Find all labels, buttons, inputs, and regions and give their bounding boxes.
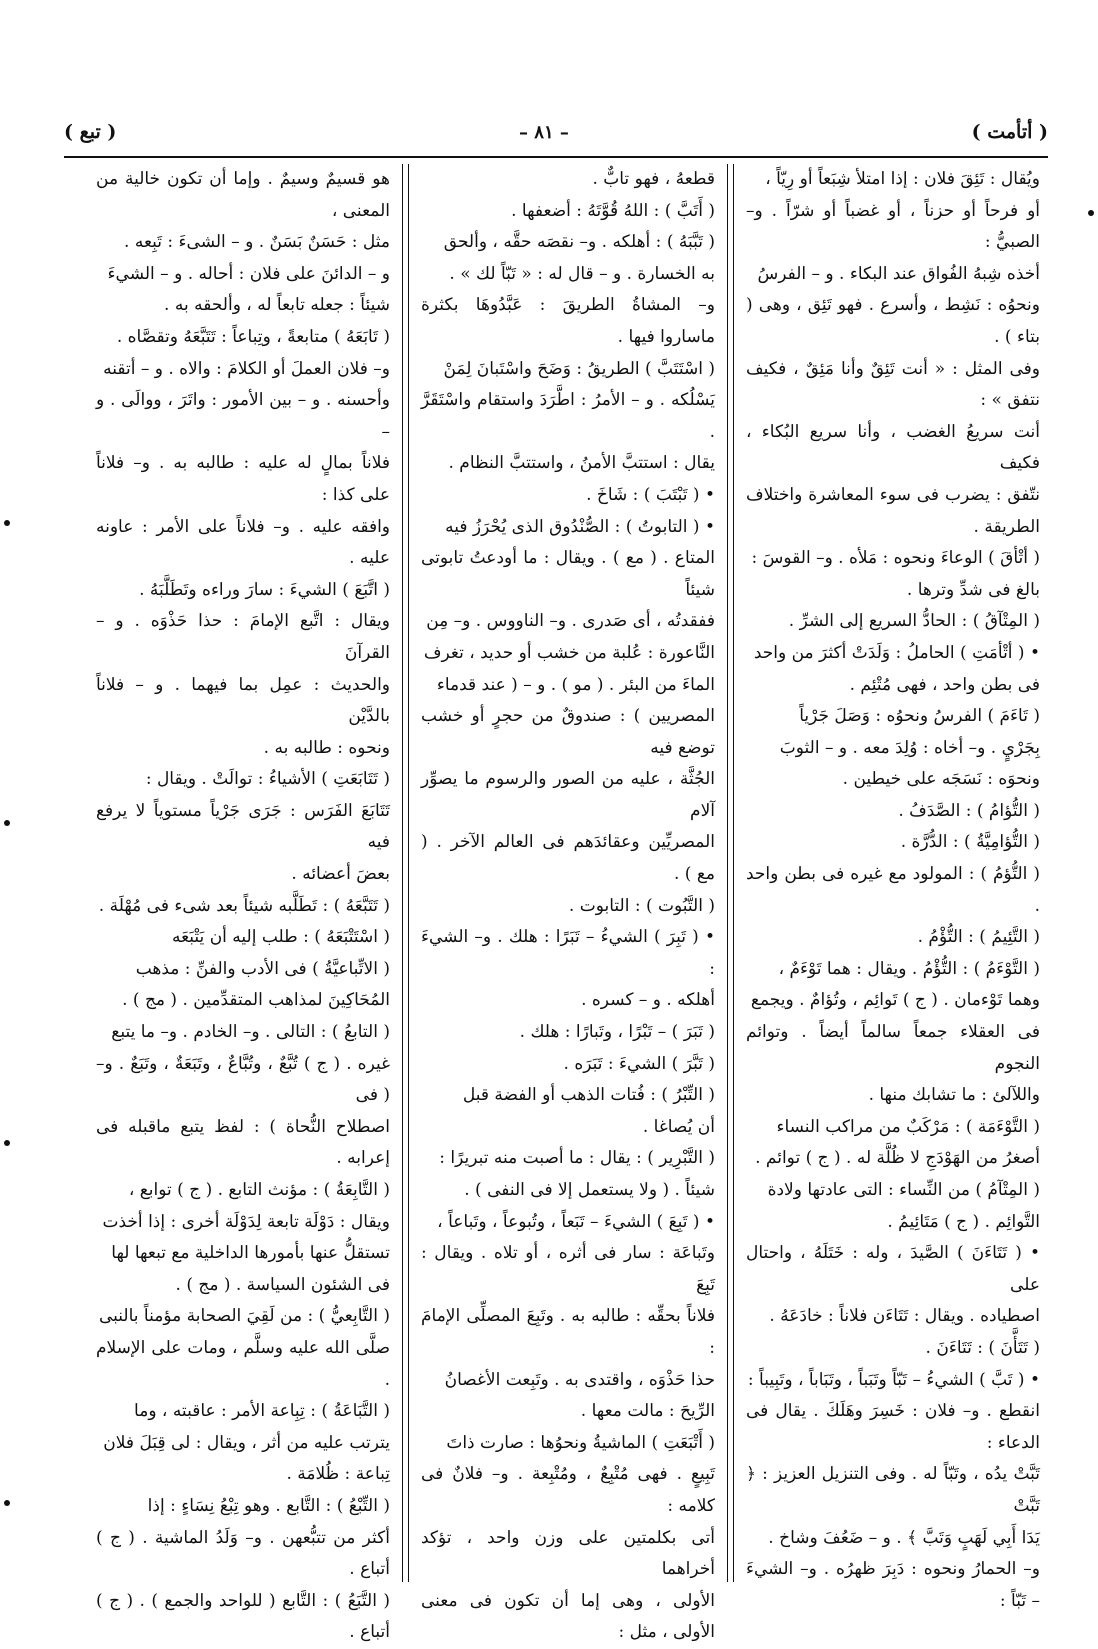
- scan-mark: [4, 520, 10, 526]
- text-line: أصغرُ من الهَوْدَجِ لا ظُلَّة له . ( ج ) توائم .: [755, 1148, 1040, 1169]
- text-line: المتاع . ( مع ) . ويقال : ما أودعتُ تابوتى شيئاً: [421, 548, 715, 600]
- text-line: مثل : حَسَنٌ بَسَنٌ . و – الشىءَ : تَبِعه .: [124, 232, 390, 253]
- text-line: ( التَّوْءَمُ ) : التُّؤْمُ . ويقال : هما تَوْءَمٌ ،: [778, 958, 1040, 979]
- text-line: ( التَّابِعَةُ ) : مؤنث التابع . ( ج ) توابع ،: [128, 1180, 390, 1200]
- text-line: ونحوه : طالبه به .: [263, 737, 390, 758]
- text-line: و– الحمارُ ونحوه : دَبِرَ ظهرُه . و– الشيءَ – تَبّاً :: [746, 1559, 1040, 1611]
- text-line: بالغ فى شدِّ وترها .: [906, 579, 1040, 600]
- text-line: فى الشئون السياسة . ( مج ) .: [175, 1274, 390, 1295]
- text-line: أخذه شِبهُ الفُواق عند البكاء . و – الفرسُ: [757, 263, 1040, 284]
- text-line: اصطلاح النُّحاة ) : لفظ يتبع ماقبله فى إعرابه .: [96, 1116, 390, 1169]
- text-line: ( التُّؤامِيَّةُ ) : الدُّرَّة .: [900, 832, 1040, 853]
- text-line: ( المِتْآمُ ) من النِّساء : التى عادتها ولادة: [767, 1180, 1040, 1200]
- text-line: ففقدتُه ، أى صَدرى . و– الناووس . و– مِن: [426, 611, 715, 632]
- text-line: ( التِّبْعُ ) : التَّابع . وهو تِبْعُ نِسَاءٍ : إذا: [147, 1495, 390, 1516]
- column-right: [738, 164, 1048, 1611]
- text-line: ( التَّوْءَمَة ) : مَرْكَبٌ من مراكب النساء: [776, 1116, 1040, 1137]
- text-line: ( التَّبَعُ ) : التَّابع ( للواحد والجمع ) . ( ج ) أتباع .: [96, 1590, 390, 1643]
- text-line: النَّاعورة : عُلبة من خشب أو حديد ، تغرف: [423, 642, 715, 663]
- column-middle: [413, 164, 723, 1643]
- text-line: شيئاً . ( ولا يستعمل إلا فى النفى ) .: [464, 1180, 715, 1200]
- text-line: وأحسنه . و – بين الأمور : واتَرَ ، ووالَى . و –: [96, 390, 390, 442]
- text-line: ( تَتَأَّنَ ) : تَتَاءَنَ .: [925, 1337, 1040, 1358]
- text-line: شيئاً : جعله تابعاً له ، وألحقه به .: [164, 295, 390, 316]
- text-line: يَدَا أَبِي لَهَبٍ وَتَبَّ ﴾ . و – ضَعُفَ وشاخ .: [768, 1527, 1040, 1548]
- text-line: فى العقلاء جمعاً سالماً أيضاً . وتوائم النجوم: [746, 1022, 1040, 1074]
- text-line: يَسْلُكه . و – الأمرُ : اطَّرَدَ واستقام واسْتَقَرَّ .: [421, 390, 715, 442]
- text-line: به الخسارة . و – قال له : « تَبّاً لك » .: [449, 263, 715, 284]
- text-line: ( التَّبْرِير ) : يقال : ما أصبت منه تبريرًا :: [439, 1148, 715, 1169]
- text-line: ( تَاءَمَ ) الفرسُ ونحوُه : وَصَلَ جَرْياً: [799, 706, 1040, 727]
- text-line: وتَباعَة : سار فى أثره ، أو تلاه . ويقال : تَبِعَ: [421, 1243, 715, 1295]
- text-line: ويُقال : تَئِقَ فلان : إذا امتلأ شِبَعاً أو رِيّاً ،: [765, 169, 1040, 189]
- text-line: وهما تَوْءمان . ( ج ) تَوائِم ، وتُؤامٌ . ويجمع: [750, 990, 1040, 1011]
- text-line: انقطع . و– فلان : خَسِرَ وهَلَكَ . يقال فى الدعاء :: [746, 1401, 1040, 1453]
- text-line: تَبَّتْ يدُه ، وتَبّاً له . وفى التنزيل العزيز : ﴿ تَبَّتْ: [746, 1464, 1040, 1516]
- text-line: الأولى ، وهى إما أن تكون فى معنى الأولى ، مثل :: [421, 1590, 715, 1643]
- text-line: غيره . ( ج ) تُبَّعٌ ، وتُبَّاعٌ ، وتَبَعَةٌ ، وتَبَعٌ . و– ( فى: [96, 1053, 390, 1106]
- column-left: [88, 164, 398, 1643]
- text-line: ( الاتِّباعيَّةُ ) فى الأدب والفنِّ : مذهب: [135, 958, 390, 979]
- text-line: الرِّيحَ : مالت معها .: [580, 1401, 715, 1422]
- text-line: تستقلُّ عنها بأمورها الداخلية مع تبعها لها: [111, 1243, 390, 1264]
- text-line: ( اتَّبَعَ ) الشيءَ : سارَ وراءه وتَطَلَّبَهُ .: [139, 579, 390, 600]
- text-line: المُحَاكِينَ لمذاهب المتقدِّمين . ( مج ) .: [122, 990, 390, 1011]
- scan-mark: [4, 1500, 10, 1506]
- text-line: و– فلان العملَ أو الكلامَ : والاه . و – أتقنه: [103, 358, 390, 379]
- header-rule: [64, 156, 1048, 158]
- text-line: واللآلئ : ما تشابك منها .: [868, 1085, 1040, 1106]
- text-line: أن يُصاغا .: [642, 1116, 715, 1137]
- text-line: تَتَابَعَ الفَرَس : جَرَى جَرْياً مستوياً لا يرفع فيه: [96, 800, 390, 853]
- text-line: الماءَ من البئر . ( مو ) . و – ( عند قدماء: [436, 674, 715, 695]
- text-line: • ( أتْأمَتِ ) الحاملُ : وَلَدَتْ أكثرَ من واحد: [753, 642, 1040, 663]
- text-line: هو قسيمٌ وسيمٌ . وإما أن تكون خالية من المعنى ،: [96, 169, 390, 221]
- text-line: أتى بكلمتين على وزن واحد ، تؤكد أخراهما: [421, 1527, 715, 1580]
- text-line: أنت سريعُ الغضب ، وأنا سريع البُكاء ، فكيف: [746, 421, 1040, 474]
- text-line: يقال : استتبَّ الأمنُ ، واستتبَّ النظام .: [448, 453, 715, 474]
- text-line: و – الدائنَ على فلان : أحاله . و – الشيءَ: [107, 263, 390, 284]
- text-line: • ( تَبِعَ ) الشيءَ – تَبَعاً ، وتُبوعاً ، وتَباعاً ،: [437, 1211, 715, 1232]
- text-line: بعضَ أعضائه .: [291, 864, 390, 885]
- text-line: صلَّى الله عليه وسلَّم ، ومات على الإسلام .: [96, 1337, 390, 1390]
- dictionary-page: [64, 112, 1048, 1643]
- header-left-title: ( تبع ): [64, 121, 117, 143]
- text-line: فلاناً بحقِّه : طالبه به . وتَبِعَ المصلِّى الإمامَ :: [421, 1306, 715, 1358]
- text-line: ونحوُه : نَشِط ، وأسرع . فهو تَئِق ، وهى ( بتاء ) .: [746, 295, 1040, 347]
- text-line: تَبِيعٍ . فهى مُتْبِعٌ ، ومُتْبِعة . و– فلانٌ فى كلامه :: [421, 1464, 715, 1516]
- column-separator: [727, 164, 734, 1582]
- text-line: التَّوائِم . ( ج ) مَتَائِيمُ .: [887, 1211, 1040, 1232]
- text-line: أكثر من تتبُّعهن . و– وَلَدُ الماشية . ( ج ) أتباع .: [96, 1527, 390, 1580]
- text-line: فلاناً بمالٍ له عليه : طالبه به . و– فلاناً على كذا :: [96, 453, 390, 505]
- text-line: الجُثَّة ، عليه من الصور والرسوم ما يصوِّر آلام: [421, 769, 715, 821]
- text-line: قطعهُ ، فهو تابٌّ .: [592, 169, 715, 189]
- column-separator: [402, 164, 409, 1582]
- text-line: ونحوَه : نَسَجَه على خيطين .: [842, 769, 1040, 790]
- scan-mark: [4, 1140, 10, 1146]
- text-line: ( اسْتَتْبَعَهُ ) : طلب إليه أن يَتْبَعَه: [171, 927, 390, 948]
- text-line: و– المشاةُ الطريقَ : عَبَّدُوهَا بكثرة ماساروا فيها .: [421, 295, 715, 347]
- text-line: ( اسْتَتَبَّ ) الطريقُ : وَضَحَ واسْتَبانَ لِمَنْ: [443, 358, 715, 379]
- text-line: حذا حَذْوَه ، واقتدى به . وتَبِعت الأغصانُ: [444, 1369, 715, 1390]
- text-line: وفى المثل : « أنت تَئِقٌ وأنا مَئِقٌ ، فكيف نتفق » :: [746, 358, 1040, 411]
- text-line: اصطياده . ويقال : تَتَاءَن فلاناً : خادَعَهُ .: [769, 1306, 1040, 1327]
- text-line: المصريين ) : صندوقٌ من حجرٍ أو خشب توضع فيه: [421, 706, 715, 758]
- header-right-title: ( أتأمت ): [971, 121, 1048, 143]
- text-line: • ( تَبِرَ ) الشيءُ – تَبَرًا : هلك . و– الشيءَ :: [421, 927, 715, 979]
- page-header: [64, 112, 1048, 152]
- page-number: – ٨١ –: [519, 121, 569, 143]
- text-line: ( التَّابِعيُّ ) : من لَقِيَ الصحابة مؤمناً بالنبى: [98, 1306, 390, 1327]
- text-line: ( تَابَعَهُ ) متابعةً ، وتِباعاً : تَتَبَّعَهُ وتقصَّاه .: [116, 326, 390, 347]
- text-line: ( تَتَابَعَتِ ) الأشياءُ : توالَتْ . ويقال :: [145, 769, 390, 790]
- text-line: ( التَّئِيمُ ) : التُّؤْمُ .: [917, 927, 1040, 948]
- text-line: وافقه عليه . و– فلاناً على الأمر : عاونه عليه .: [96, 516, 390, 569]
- text-line: ( التِّبْرُ ) : فُتات الذهب أو الفضة قبل: [462, 1085, 715, 1106]
- text-line: أو فرحاً أو حزناً ، أو غضباً أو شرّاً . و– الصبيُّ :: [746, 200, 1040, 253]
- text-line: ( التُّؤمُ ) : المولود مع غيره فى بطن واحد .: [746, 864, 1040, 916]
- text-line: ( التُّؤامُ ) : الصَّدَفُ .: [898, 800, 1040, 821]
- text-line: ( تَتَبَّعَهُ ) : تَطَلَّبه شيئاً بعد شىء فى مُهْلَة .: [98, 895, 390, 916]
- text-line: والحديث : عمِل بما فيهما . و – فلاناً بالدَّيْن: [96, 674, 390, 727]
- text-line: ( التابعُ ) : التالى . و– الخادم . و– ما يتبع: [111, 1022, 390, 1043]
- text-line: • ( تَبْتَبَ ) : شَاخَ .: [586, 484, 715, 505]
- text-line: ( تَبَّرَ ) الشيءَ : تَبَرَه .: [563, 1053, 715, 1074]
- text-line: يترتب عليه من أثر ، ويقال : لى قِبَلَ فلان: [103, 1432, 390, 1453]
- scan-mark: [1088, 210, 1094, 216]
- text-line: • ( تَبَّ ) الشيءُ – تَبّاً وتَبَباً ، وتَبَاباً ، وتَبِيباً :: [747, 1369, 1040, 1390]
- text-line: فى بطن واحد ، فهى مُتْئِم .: [849, 674, 1040, 695]
- text-line: ( المِتْآقُ ) : الحادُّ السريع إلى الشرِّ .: [788, 611, 1040, 632]
- text-line: ويقال : اتَّبع الإمامَ : حذا حَذْوَه . و – القرآنَ: [96, 611, 390, 663]
- text-line: بِجَرْيٍ . و– أخاه : وُلِدَ معه . و – الثوبَ: [779, 737, 1040, 758]
- scan-mark: [4, 820, 10, 826]
- text-line: ويقال : دَوْلَة تابعة لِدَوْلَة أخرى : إذا أخذت: [102, 1211, 390, 1232]
- text-line: ( التَّبُوت ) : التابوت .: [568, 895, 715, 916]
- text-line: نتّفق : يضرب فى سوء المعاشرة واختلاف الطريقة .: [746, 484, 1040, 537]
- text-line: ( تَبَّبَهُ ) : أهلكه . و– نقصَه حقَّه ، وألحق: [443, 232, 715, 253]
- text-line: • ( التابوتُ ) : الصُّنْدُوق الذى يُحْرَزُ فيه: [445, 516, 715, 537]
- text-line: المصريِّين وعقائدَهم فى العالم الآخر . ( مع ) .: [421, 832, 715, 885]
- text-line: أهلكه . و – كسره .: [581, 990, 715, 1011]
- text-line: ( تَبَرَ ) – تَبْرًا ، وتَبارًا : هلك .: [519, 1022, 715, 1043]
- text-line: ( التَّبَاعَةُ ) : تِبِاعة الأمر : عاقبته ، وما: [134, 1401, 390, 1422]
- text-line: ( أَتَبَّ ) : اللهُ قُوَّتَهُ : أضعفها .: [511, 200, 715, 221]
- text-line: ( أَتْبَعَتِ ) الماشيةُ ونحوُها : صارت ذاتَ: [446, 1432, 715, 1453]
- text-line: تِباعة : ظُلامَة .: [286, 1464, 390, 1485]
- text-line: ( أتْأقَ ) الوعاءَ ونحوه : مَلأه . و– القوسَ :: [751, 548, 1040, 569]
- text-line: • ( تَتَاءَنَ ) الصَّيدَ ، وله : خَتَلَهُ ، واحتال على: [746, 1243, 1040, 1295]
- text-columns: [64, 164, 1048, 1643]
